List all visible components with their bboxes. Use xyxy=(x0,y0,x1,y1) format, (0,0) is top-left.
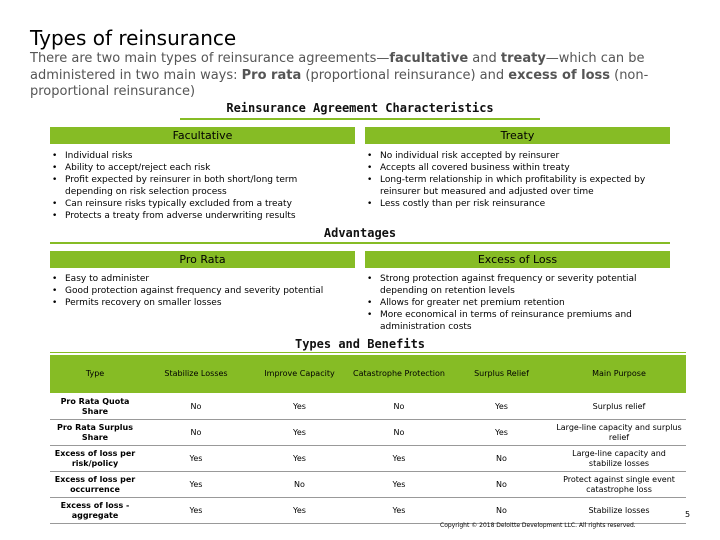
table-cell: Yes xyxy=(347,446,451,472)
list-item: • Easy to administer xyxy=(50,273,355,285)
characteristics-heading: Reinsurance Agreement Characteristics xyxy=(226,101,494,115)
table-cell: No xyxy=(451,498,552,524)
table-cell: Excess of loss - aggregate xyxy=(50,498,140,524)
pro-rata-list xyxy=(50,273,355,309)
table-cell: Excess of loss per risk/policy xyxy=(50,446,140,472)
column-header: Type xyxy=(50,355,140,394)
table-cell: Yes xyxy=(140,472,252,498)
intro-part-1: There are two main types of reinsurance agreements— xyxy=(30,51,390,66)
table-cell: Pro Rata Quota Share xyxy=(50,394,140,420)
table-row xyxy=(50,394,686,420)
table-cell: Yes xyxy=(347,498,451,524)
table-row xyxy=(50,498,686,524)
excess-of-loss-list xyxy=(365,273,675,333)
intro-part-2: and xyxy=(468,51,501,66)
list-item: • Long-term relationship in which profitability is expected by reinsurer but measured and adjusted over time xyxy=(365,174,675,198)
benefits-table xyxy=(50,355,686,524)
excess-of-loss-header: Excess of Loss xyxy=(365,251,670,268)
list-item: • Individual risks xyxy=(50,150,340,162)
list-item: • Less costly than per risk reinsurance xyxy=(365,198,675,210)
table-cell: Yes xyxy=(451,394,552,420)
table-cell: Protect against single event catastrophe loss xyxy=(552,472,686,498)
table-cell: No xyxy=(140,394,252,420)
list-item: • Allows for greater net premium retention xyxy=(365,297,675,309)
table-cell: Yes xyxy=(347,472,451,498)
table-cell: Yes xyxy=(140,498,252,524)
pro-rata-header: Pro Rata xyxy=(50,251,355,268)
column-header: Catastrophe Protection xyxy=(347,355,451,394)
table-cell: No xyxy=(252,472,347,498)
table-cell: Yes xyxy=(451,420,552,446)
table-cell: No xyxy=(347,420,451,446)
table-row xyxy=(50,420,686,446)
table-cell: Excess of loss per occurrence xyxy=(50,472,140,498)
list-item: • Ability to accept/reject each risk xyxy=(50,162,340,174)
intro-treaty: treaty xyxy=(500,51,546,66)
list-item: • Protects a treaty from adverse underwriting results xyxy=(50,210,340,222)
list-item: • Strong protection against frequency or severity potential depending on retention levels xyxy=(365,273,675,297)
intro-pro-rata: Pro rata xyxy=(241,67,302,83)
table-cell: Yes xyxy=(140,446,252,472)
table-cell: Yes xyxy=(252,394,347,420)
advantages-heading: Advantages xyxy=(323,226,397,240)
table-cell: Large-line capacity and surplus relief xyxy=(552,420,686,446)
list-item: • Good protection against frequency and severity potential xyxy=(50,285,355,297)
table-cell: Pro Rata Surplus Share xyxy=(50,420,140,446)
copyright-footer: Copyright © 2018 Deloitte Development LLC. All rights reserved. xyxy=(440,522,636,529)
advantages-divider xyxy=(50,242,670,244)
table-cell: Yes xyxy=(252,446,347,472)
table-cell: Surplus relief xyxy=(552,394,686,420)
list-item: • Accepts all covered business within treaty xyxy=(365,162,675,174)
table-cell: No xyxy=(451,472,552,498)
intro-facultative: facultative xyxy=(389,51,469,66)
list-item: • Can reinsure risks typically excluded from a treaty xyxy=(50,198,340,210)
intro-part-4: (proportional reinsurance) and xyxy=(301,67,509,83)
intro-part-3: —which can be administered in two main ways: xyxy=(30,51,645,83)
page-title: Types of reinsurance xyxy=(30,26,237,50)
facultative-list xyxy=(50,150,340,222)
table-cell: No xyxy=(451,446,552,472)
table-row xyxy=(50,472,686,498)
table-cell: Stabilize losses xyxy=(552,498,686,524)
characteristics-divider xyxy=(180,118,540,120)
benefits-divider xyxy=(50,352,686,353)
benefits-heading: Types and Benefits xyxy=(294,337,426,351)
list-item: • Profit expected by reinsurer in both short/long term depending on risk selection process xyxy=(50,174,340,198)
intro-excess: excess of loss xyxy=(508,67,610,83)
column-header: Surplus Relief xyxy=(451,355,552,394)
column-header: Main Purpose xyxy=(552,355,686,394)
column-header: Improve Capacity xyxy=(252,355,347,394)
page-number: 5 xyxy=(685,510,691,519)
treaty-header: Treaty xyxy=(365,127,670,144)
list-item: • No individual risk accepted by reinsurer xyxy=(365,150,675,162)
intro-part-5: (non-proportional reinsurance) xyxy=(30,67,649,99)
treaty-list xyxy=(365,150,675,210)
table-row xyxy=(50,446,686,472)
list-item: • More economical in terms of reinsurance premiums and administration costs xyxy=(365,309,675,333)
list-item: • Permits recovery on smaller losses xyxy=(50,297,355,309)
table-cell: Yes xyxy=(252,420,347,446)
table-cell: No xyxy=(140,420,252,446)
column-header: Stabilize Losses xyxy=(140,355,252,394)
table-cell: Yes xyxy=(252,498,347,524)
facultative-header: Facultative xyxy=(50,127,355,144)
table-header-row xyxy=(50,355,686,394)
table-cell: Large-line capacity and stabilize losses xyxy=(552,446,686,472)
table-cell: No xyxy=(347,394,451,420)
intro-text xyxy=(30,51,700,101)
